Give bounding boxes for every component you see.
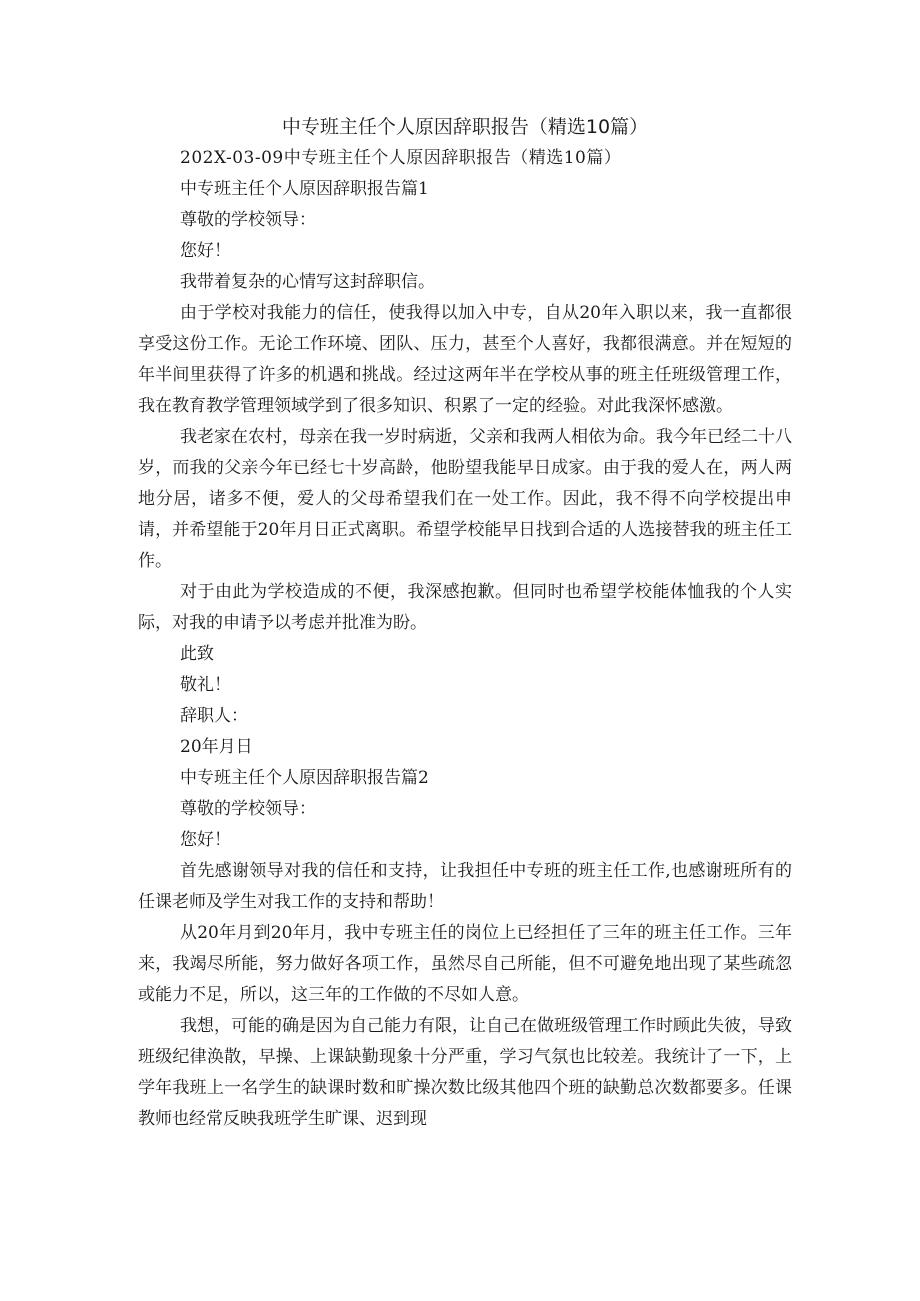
document-subtitle: 202X-03-09中专班主任个人原因辞职报告（精选10篇） [180, 148, 622, 168]
paragraph: 由于学校对我能力的信任，使我得以加入中专，自从20年入职以来，我一直都很享受这份工作。无论工作环境、团队、压力，甚至个人喜好，我都很满意。并在短短的年半间里获得了许多的机遇和挑战。经过这两年半在学校从事的班主任班级管理工作，我在教育教学管理领域学到了很多知识、积累了一定的经验。对此我深怀感激。 [138, 303, 792, 416]
paragraph: 从20年月到20年月，我中专班主任的岗位上已经担任了三年的班主任工作。三年来，我竭尽所能，努力做好各项工作，虽然尽自己所能，但不可避免地出现了某些疏忽或能力不足，所以，这三年的工作做的不尽如人意。 [138, 923, 792, 1005]
paragraph: 首先感谢领导对我的信任和支持，让我担任中专班的班主任工作,也感谢班所有的任课老师及学生对我工作的支持和帮助！ [138, 861, 792, 912]
letter-2 [138, 763, 792, 1135]
salutation: 尊敬的学校领导： [180, 799, 316, 819]
paragraph: 对于由此为学校造成的不便，我深感抱歉。但同时也希望学校能体恤我的个人实际，对我的申请予以考虑并批准为盼。 [138, 582, 792, 633]
signature: 辞职人： [180, 706, 248, 726]
letter-1 [138, 174, 792, 763]
letter-heading: 中专班主任个人原因辞职报告篇2 [180, 768, 429, 788]
document-page [138, 112, 792, 1135]
closing-line: 敬礼！ [180, 675, 231, 695]
paragraph: 我老家在农村，母亲在我一岁时病逝，父亲和我两人相依为命。我今年已经二十八岁，而我的父亲今年已经七十岁高龄，他盼望我能早日成家。由于我的爱人在，两人两地分居，诸多不便，爱人的父母希望我们在一处工作。因此，我不得不向学校提出申请，并希望能于20年月日正式离职。希望学校能早日找到合适的人选接替我的班主任工作。 [138, 427, 792, 571]
salutation: 尊敬的学校领导： [180, 210, 316, 230]
greeting: 您好！ [180, 830, 231, 850]
paragraph: 我想，可能的确是因为自己能力有限，让自己在做班级管理工作时顾此失彼，导致班级纪律涣散，早操、上课缺勤现象十分严重，学习气氛也比较差。我统计了一下，上学年我班上一名学生的缺课时数和旷操次数比级其他四个班的缺勤总次数都要多。任课教师也经常反映我班学生旷课、迟到现 [138, 1016, 792, 1129]
closing-line: 此致 [180, 644, 214, 664]
greeting: 您好！ [180, 241, 231, 261]
letter-heading: 中专班主任个人原因辞职报告篇1 [180, 179, 429, 199]
date: 20年月日 [180, 737, 253, 757]
paragraph: 我带着复杂的心情写这封辞职信。 [180, 272, 435, 292]
document-title: 中专班主任个人原因辞职报告（精选10篇） [281, 116, 649, 138]
